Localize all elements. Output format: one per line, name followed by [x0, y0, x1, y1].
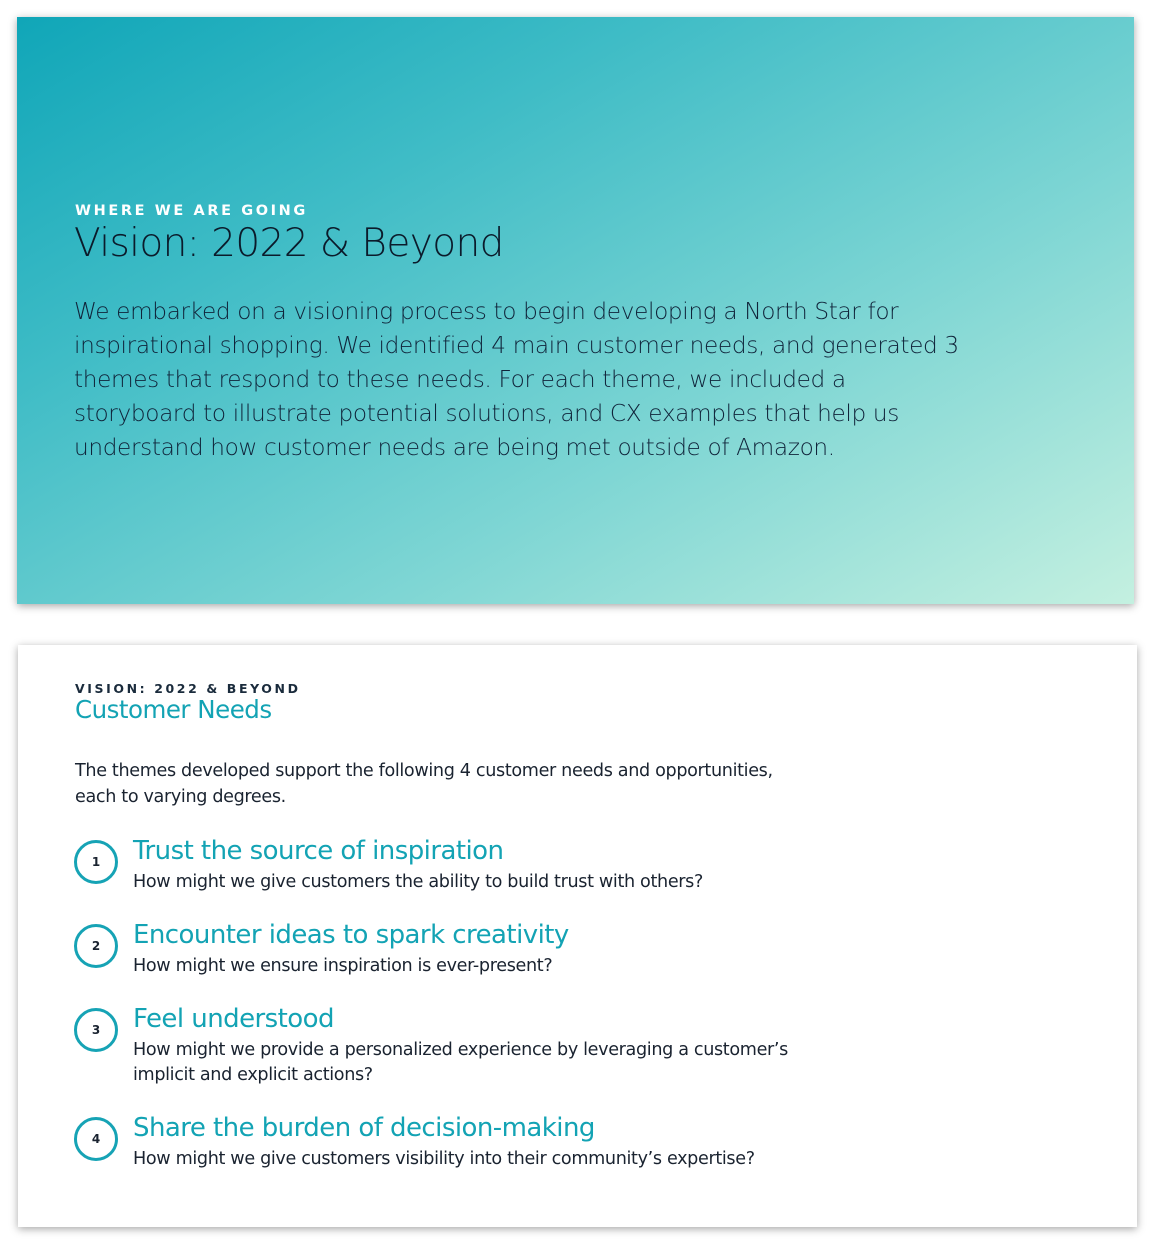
section-eyebrow: WHERE WE ARE GOING [75, 203, 308, 219]
need-title: Encounter ideas to spark creativity [133, 920, 569, 950]
need-description-line: How might we give customers the ability to build trust with others? [133, 872, 703, 892]
need-description-line: implicit and explicit actions? [133, 1065, 373, 1085]
slide-body [74, 295, 1034, 465]
slide-title: Vision: 2022 & Beyond [74, 221, 504, 266]
body-line: understand how customer needs are being met outside of Amazon. [74, 434, 835, 461]
need-description [133, 1147, 853, 1172]
vision-slide [17, 17, 1134, 604]
customer-needs-slide [18, 645, 1137, 1227]
body-line: storyboard to illustrate potential solutions, and CX examples that help us [74, 400, 899, 427]
need-description-line: How might we give customers visibility into their community’s expertise? [133, 1149, 755, 1169]
number-circle-icon: 3 [74, 1008, 118, 1052]
body-line: themes that respond to these needs. For each theme, we included a [74, 366, 846, 393]
need-title: Share the burden of decision-making [133, 1113, 595, 1143]
need-description [133, 954, 853, 979]
body-line: We embarked on a visioning process to begin developing a North Star for [74, 298, 899, 325]
slide-intro [75, 758, 875, 810]
need-title: Feel understood [133, 1004, 334, 1034]
section-eyebrow: VISION: 2022 & BEYOND [75, 681, 301, 696]
slide-title: Customer Needs [75, 695, 272, 724]
intro-line: each to varying degrees. [75, 787, 286, 807]
need-description-line: How might we ensure inspiration is ever-present? [133, 956, 553, 976]
number-circle-icon: 4 [74, 1117, 118, 1161]
need-title: Trust the source of inspiration [133, 836, 504, 866]
intro-line: The themes developed support the following 4 customer needs and opportunities, [75, 761, 773, 781]
body-line: inspirational shopping. We identified 4 main customer needs, and generated 3 [74, 332, 959, 359]
need-description-line: How might we provide a personalized experience by leveraging a customer’s [133, 1040, 788, 1060]
number-circle-icon: 2 [74, 924, 118, 968]
need-description [133, 1038, 853, 1088]
need-description [133, 870, 853, 895]
number-circle-icon: 1 [74, 840, 118, 884]
